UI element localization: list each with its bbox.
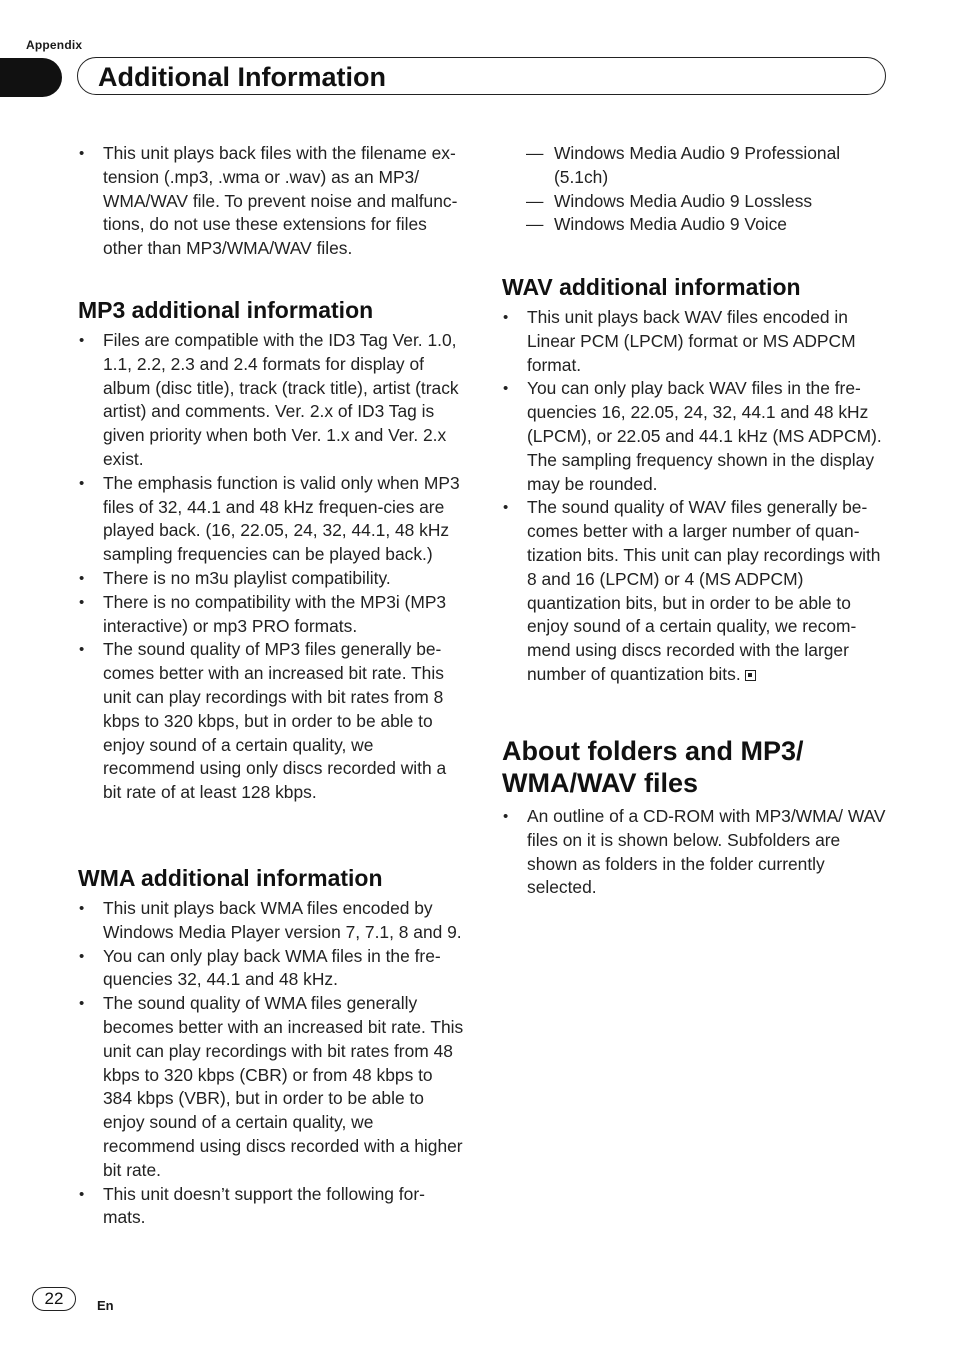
section-end-icon bbox=[745, 670, 756, 681]
wma-heading: WMA additional information bbox=[78, 865, 383, 891]
list-item: • There is no compatibility with the MP3i (MP3 interactive) or mp3 PRO formats. bbox=[78, 591, 466, 639]
mp3-bullet-list bbox=[78, 329, 466, 805]
format-name: Windows Media Audio 9 Lossless bbox=[554, 190, 813, 211]
section-tab-marker bbox=[0, 58, 62, 97]
dash-marker: — bbox=[526, 190, 544, 211]
list-item: • There is no m3u playlist compatibility. bbox=[78, 567, 466, 591]
language-label: En bbox=[97, 1298, 114, 1313]
list-item: • The sound quality of MP3 files generally be-comes better with an increased bit rate. This unit can play recordings with bit rates from 8 kbps to 320 kbps, but in order to be able to enjoy sound of a certain quality, we recommend using only discs recorded with a bit rate of at least 128 kbps. bbox=[78, 638, 466, 805]
folders-heading: About folders and MP3/ WMA/WAV files bbox=[502, 736, 804, 798]
wma-bullet-list bbox=[78, 897, 466, 1230]
page-number: 22 bbox=[32, 1287, 76, 1311]
list-item: • The sound quality of WMA files generally becomes better with an increased bit rate. This unit can play recordings with bit rates from 48 kbps to 320 kbps (CBR) or from 48 kbps to 384 kbps (VBR), but in order to be able to enjoy sound of a certain quality, we recommend using discs recorded with a higher bit rate. bbox=[78, 992, 466, 1182]
list-item: • An outline of a CD-ROM with MP3/WMA/ WAV files on it is shown below. Subfolders are shown as folders in the folder currently selected. bbox=[502, 805, 892, 900]
dash-marker: — bbox=[526, 214, 544, 235]
dash-marker: — bbox=[526, 143, 544, 163]
list-item bbox=[502, 496, 892, 686]
list-item: • This unit plays back WAV files encoded in Linear PCM (LPCM) format or MS ADPCM format. bbox=[502, 306, 892, 377]
list-item: • This unit plays back WMA files encoded by Windows Media Player version 7, 7.1, 8 and 9. bbox=[78, 897, 466, 945]
list-item: • The emphasis function is valid only when MP3 files of 32, 44.1 and 48 kHz frequen-cies are played back. (16, 22.05, 24, 32, 44.1, 48 kHz sampling frequencies can be played back.) bbox=[78, 472, 466, 567]
folders-bullet-list bbox=[502, 805, 892, 900]
intro-bullet-list bbox=[78, 142, 466, 261]
unsupported-format-list bbox=[502, 142, 892, 237]
list-item bbox=[502, 190, 892, 214]
page-title: Additional Information bbox=[98, 62, 386, 92]
list-item: • This unit doesn’t support the following for-mats. bbox=[78, 1183, 466, 1231]
list-item bbox=[502, 213, 892, 237]
list-item: • You can only play back WAV files in the fre-quencies 16, 22.05, 24, 32, 44.1 and 48 kHz (LPCM), or 22.05 and 44.1 kHz (MS ADPCM). The sampling frequency shown in the display may be rounded. bbox=[502, 377, 892, 496]
section-label: Appendix bbox=[26, 38, 83, 52]
mp3-heading: MP3 additional information bbox=[78, 297, 374, 323]
list-item: • Files are compatible with the ID3 Tag Ver. 1.0, 1.1, 2.2, 2.3 and 2.4 formats for display of album (disc title), track (track title), artist (track artist) and comments. Ver. 2.x of ID3 Tag is given priority when both Ver. 1.x and Ver. 2.x exist. bbox=[78, 329, 466, 472]
list-item bbox=[502, 142, 892, 190]
page-title-box bbox=[77, 57, 886, 95]
wav-bullet-list bbox=[502, 306, 892, 687]
format-name: Windows Media Audio 9 Voice bbox=[554, 214, 787, 235]
format-name: Windows Media Audio 9 Professional (5.1ch) bbox=[554, 143, 841, 187]
wav-heading: WAV additional information bbox=[502, 274, 801, 300]
list-item: • You can only play back WMA files in the fre-quencies 32, 44.1 and 48 kHz. bbox=[78, 945, 466, 993]
list-item-text: The sound quality of WAV files generally be-comes better with a larger number of quan-tization bits. This unit can play recordings with 8 and 16 (LPCM) or 4 (MS ADPCM) quantization bits, but in order to be able to enjoy sound of a certain quality, we recom-mend using discs recorded with the larger number of quantization bits. bbox=[527, 497, 881, 684]
list-item: • This unit plays back files with the filename ex-tension (.mp3, .wma or .wav) as an MP3/ WMA/WAV file. To prevent noise and malfunc-tions, do not use these extensions for files other than MP3/WMA/WAV files. bbox=[78, 142, 466, 261]
